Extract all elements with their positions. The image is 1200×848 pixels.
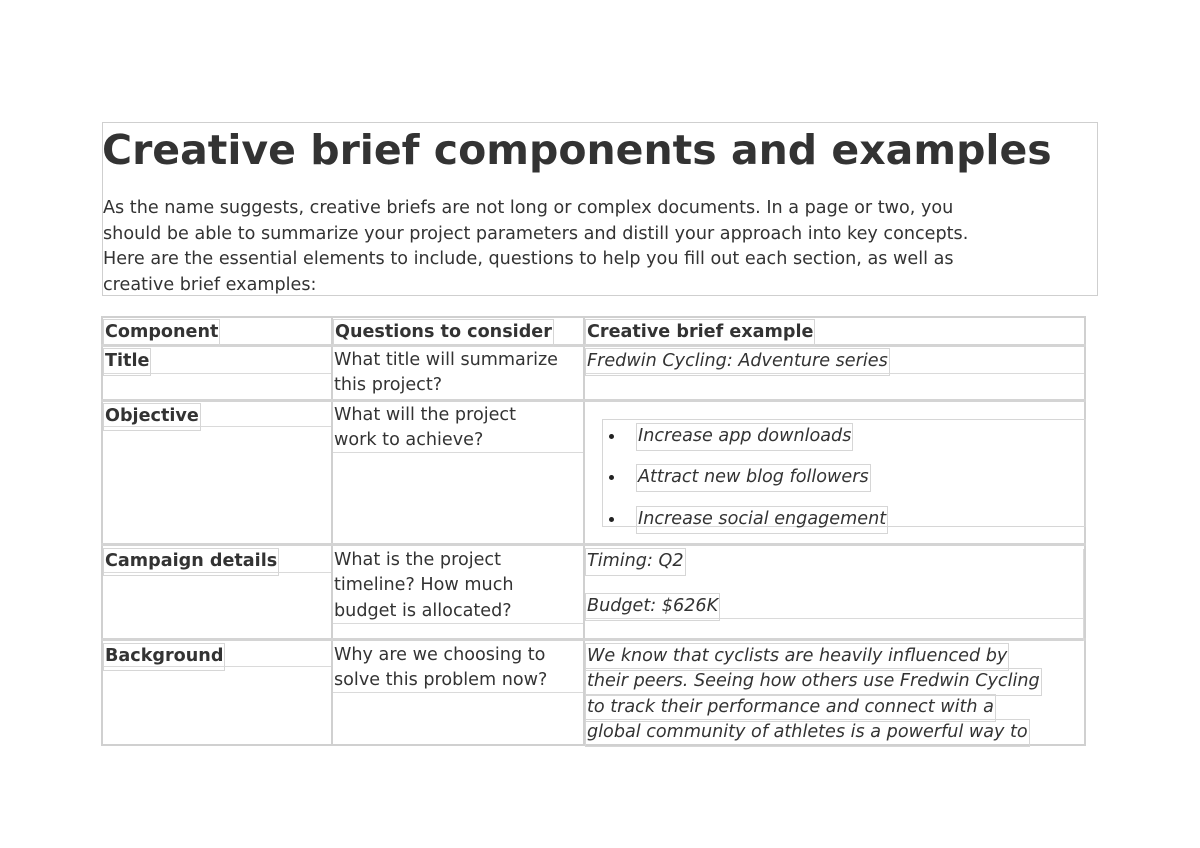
objective-bullet-list <box>602 419 1086 527</box>
intro-line: creative brief examples: <box>103 274 317 295</box>
column-header-questions: Questions to consider <box>333 319 554 347</box>
intro-line: Here are the essential elements to include, questions to help you fill out each section, as well as <box>103 249 954 269</box>
question-line: work to achieve? <box>334 430 484 450</box>
bullet-text: Attract new blog followers <box>636 464 871 492</box>
example-line: Fredwin Cycling: Adventure series <box>585 348 890 376</box>
bullet-icon <box>609 517 614 522</box>
bullet-text: Increase app downloads <box>636 423 853 451</box>
example-line: Budget: $626K <box>585 593 720 621</box>
example-line: global community of athletes is a powerful way to <box>585 719 1030 747</box>
component-title: Title <box>103 348 151 376</box>
bullet-text: Increase social engagement <box>636 506 888 534</box>
component-campaign-details: Campaign details <box>103 548 279 576</box>
column-divider <box>331 316 333 746</box>
column-header-example: Creative brief example <box>585 319 815 347</box>
components-table <box>101 316 1086 746</box>
component-background: Background <box>103 643 225 671</box>
question-line: What is the project <box>334 550 501 570</box>
component-objective: Objective <box>103 403 201 431</box>
example-line: We know that cyclists are heavily influenced by <box>585 643 1009 671</box>
example-line: to track their performance and connect with a <box>585 694 996 722</box>
question-line: Why are we choosing to <box>334 645 546 665</box>
intro-line: As the name suggests, creative briefs are not long or complex documents. In a page or two, you <box>103 198 954 218</box>
example-line: Timing: Q2 <box>585 548 686 576</box>
intro-line: should be able to summarize your project parameters and distill your approach into key concepts. <box>103 223 969 244</box>
column-header-component: Component <box>103 319 220 347</box>
bullet-icon <box>609 475 614 480</box>
example-line: their peers. Seeing how others use Fredwin Cycling <box>585 668 1042 696</box>
question-line: What will the project <box>334 405 516 425</box>
question-line: timeline? How much <box>334 575 514 595</box>
document-title: Creative brief components and examples <box>102 126 1052 174</box>
row-divider <box>101 638 1086 641</box>
question-line: budget is allocated? <box>334 601 512 621</box>
row-divider <box>101 399 1086 402</box>
question-line: solve this problem now? <box>334 670 548 690</box>
cell-rule <box>1083 549 1084 641</box>
question-line: this project? <box>334 375 443 395</box>
row-divider <box>101 543 1086 546</box>
question-line: What title will summarize <box>334 350 559 370</box>
intro-paragraph <box>103 196 1093 298</box>
bullet-icon <box>609 434 614 439</box>
